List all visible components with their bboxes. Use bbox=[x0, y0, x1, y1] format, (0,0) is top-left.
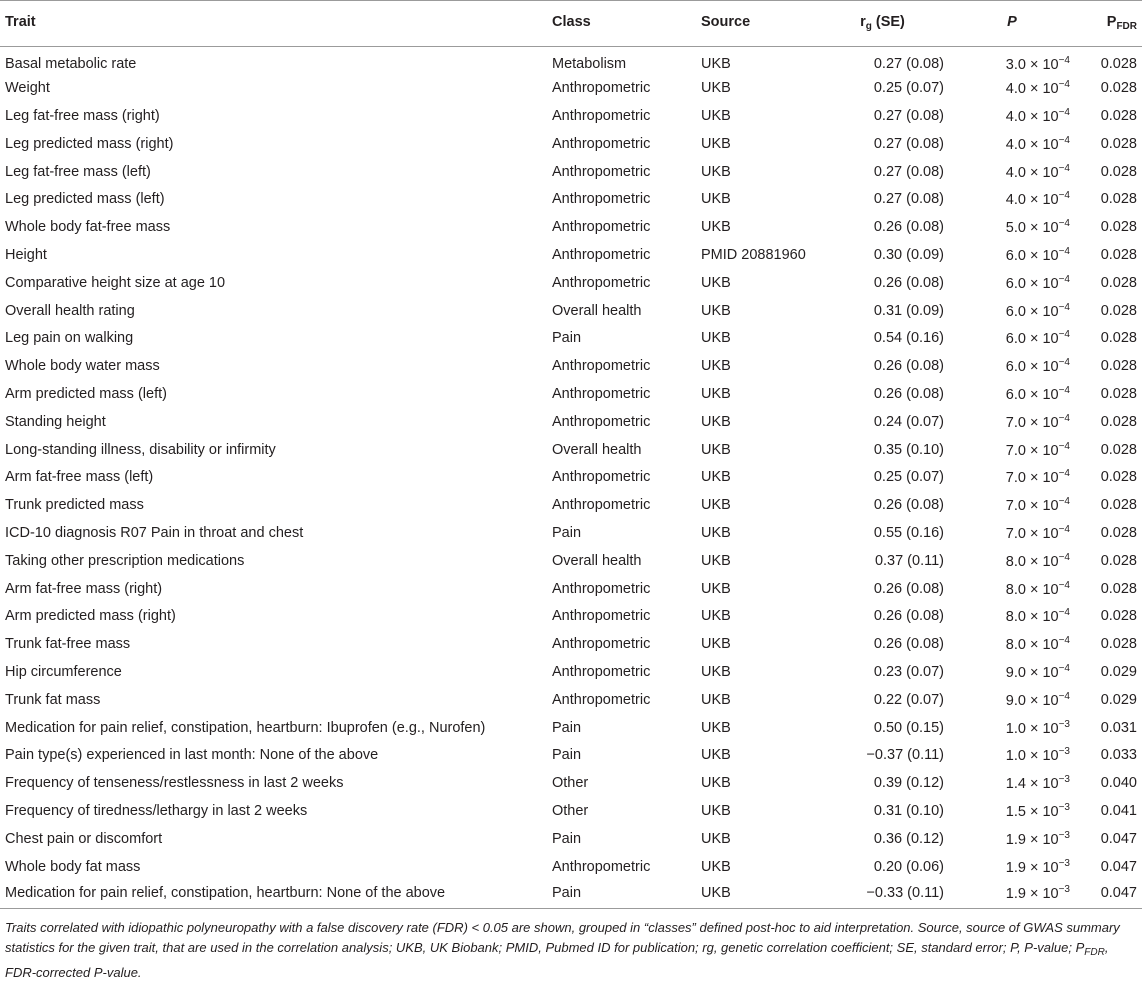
cell-pfdr: 0.033 bbox=[1100, 747, 1137, 764]
p-mantissa: 1.9 × 10 bbox=[1005, 885, 1059, 902]
cell-trait: Leg fat-free mass (left) bbox=[5, 163, 151, 180]
cell-rg: 0.31 (0.09) bbox=[873, 302, 944, 319]
header-row bbox=[0, 1, 1142, 47]
cell-pfdr: 0.028 bbox=[1100, 330, 1137, 347]
table-row bbox=[0, 880, 1142, 908]
cell-rg: 0.54 (0.16) bbox=[873, 330, 944, 347]
cell-trait: Frequency of tenseness/restlessness in last 2 weeks bbox=[5, 775, 344, 792]
table-row bbox=[0, 408, 1142, 436]
cell-trait: Trunk predicted mass bbox=[5, 497, 144, 514]
cell-p bbox=[949, 825, 1075, 853]
cell-rg: 0.37 (0.11) bbox=[874, 552, 944, 569]
cell-p bbox=[949, 47, 1075, 75]
cell-trait: Height bbox=[5, 246, 47, 263]
table-row bbox=[0, 658, 1142, 686]
cell-trait: Leg pain on walking bbox=[5, 330, 134, 347]
cell-rg: 0.30 (0.09) bbox=[873, 246, 944, 263]
cell-source: UKB bbox=[701, 163, 731, 180]
pfdr-subscript: FDR bbox=[1116, 21, 1137, 32]
cell-source: UKB bbox=[701, 497, 731, 514]
cell-pfdr: 0.028 bbox=[1100, 497, 1137, 514]
table-row bbox=[0, 324, 1142, 352]
p-mantissa: 3.0 × 10 bbox=[1005, 56, 1059, 73]
cell-rg: 0.27 (0.08) bbox=[873, 191, 944, 208]
p-exponent: −4 bbox=[1058, 607, 1070, 619]
cell-pfdr: 0.028 bbox=[1100, 80, 1137, 97]
p-exponent: −4 bbox=[1058, 273, 1070, 285]
cell-p bbox=[949, 463, 1075, 491]
cell-source: UKB bbox=[701, 385, 731, 402]
cell-trait: Arm predicted mass (left) bbox=[5, 385, 167, 402]
cell-source: UKB bbox=[701, 775, 731, 792]
table-caption bbox=[0, 909, 1143, 983]
p-mantissa: 4.0 × 10 bbox=[1005, 81, 1059, 98]
cell-rg: 0.20 (0.06) bbox=[873, 858, 944, 875]
cell-source: UKB bbox=[701, 830, 731, 847]
cell-class: Pain bbox=[552, 719, 582, 736]
cell-p bbox=[949, 74, 1075, 102]
cell-class: Anthropometric bbox=[552, 580, 651, 597]
cell-source: UKB bbox=[701, 524, 731, 541]
cell-p bbox=[949, 853, 1075, 881]
p-exponent: −4 bbox=[1058, 662, 1070, 674]
table-row bbox=[0, 686, 1142, 714]
cell-trait: Whole body fat mass bbox=[5, 858, 141, 875]
cell-class: Anthropometric bbox=[552, 107, 651, 124]
cell-source: UKB bbox=[701, 719, 731, 736]
cell-rg: 0.26 (0.08) bbox=[873, 358, 944, 375]
p-exponent: −4 bbox=[1058, 523, 1070, 535]
cell-source: UKB bbox=[701, 55, 731, 72]
cell-source: UKB bbox=[701, 358, 731, 375]
table-body bbox=[0, 47, 1142, 909]
cell-trait: Hip circumference bbox=[5, 663, 122, 680]
table-row bbox=[0, 380, 1142, 408]
cell-p bbox=[949, 269, 1075, 297]
p-mantissa: 4.0 × 10 bbox=[1005, 164, 1059, 181]
cell-rg: 0.35 (0.10) bbox=[873, 441, 944, 458]
p-exponent: −4 bbox=[1058, 162, 1070, 174]
cell-class: Anthropometric bbox=[552, 663, 651, 680]
cell-trait: Leg fat-free mass (right) bbox=[5, 107, 160, 124]
cell-pfdr: 0.028 bbox=[1100, 413, 1137, 430]
cell-pfdr: 0.028 bbox=[1100, 163, 1137, 180]
p-exponent: −4 bbox=[1058, 635, 1070, 647]
p-exponent: −4 bbox=[1058, 329, 1070, 341]
cell-source: UKB bbox=[696, 880, 816, 908]
cell-pfdr: 0.028 bbox=[1100, 358, 1137, 375]
cell-source: UKB bbox=[701, 80, 731, 97]
cell-pfdr: 0.028 bbox=[1100, 107, 1137, 124]
col-header-class: Class bbox=[547, 1, 696, 47]
cell-source: UKB bbox=[701, 191, 731, 208]
cell-class: Overall health bbox=[552, 302, 642, 319]
cell-rg: 0.55 (0.16) bbox=[873, 524, 944, 541]
cell-rg: 0.26 (0.08) bbox=[873, 497, 944, 514]
cell-pfdr: 0.028 bbox=[1100, 608, 1137, 625]
cell-trait: Arm fat-free mass (right) bbox=[5, 580, 163, 597]
cell-source: PMID 20881960 bbox=[701, 246, 806, 263]
cell-rg: 0.31 (0.10) bbox=[873, 802, 944, 819]
cell-rg: 0.25 (0.07) bbox=[873, 469, 944, 486]
cell-class: Overall health bbox=[552, 552, 642, 569]
p-mantissa: 6.0 × 10 bbox=[1005, 275, 1059, 292]
p-mantissa: 1.9 × 10 bbox=[1005, 831, 1059, 848]
cell-class: Anthropometric bbox=[552, 135, 651, 152]
col-header-pfdr bbox=[1075, 1, 1142, 47]
p-exponent: −4 bbox=[1058, 357, 1070, 369]
table-row bbox=[0, 297, 1142, 325]
p-exponent: −4 bbox=[1058, 412, 1070, 424]
cell-trait: Leg predicted mass (right) bbox=[5, 135, 174, 152]
cell-rg: 0.26 (0.08) bbox=[873, 580, 944, 597]
p-exponent: −3 bbox=[1058, 829, 1070, 841]
cell-rg: 0.26 (0.08) bbox=[873, 274, 944, 291]
p-exponent: −4 bbox=[1058, 106, 1070, 118]
cell-trait: Trunk fat mass bbox=[5, 691, 101, 708]
p-exponent: −4 bbox=[1058, 79, 1070, 91]
cell-pfdr: 0.028 bbox=[1100, 246, 1137, 263]
cell-pfdr: 0.028 bbox=[1100, 135, 1137, 152]
cell-p bbox=[949, 769, 1075, 797]
p-exponent: −4 bbox=[1058, 218, 1070, 230]
p-exponent: −4 bbox=[1058, 579, 1070, 591]
cell-trait: Medication for pain relief, constipation, heartburn: None of the above bbox=[0, 880, 547, 908]
table-row bbox=[0, 241, 1142, 269]
p-mantissa: 6.0 × 10 bbox=[1005, 247, 1059, 264]
table-row bbox=[0, 47, 1142, 75]
table-row bbox=[0, 269, 1142, 297]
rg-symbol: r bbox=[860, 14, 866, 30]
cell-class: Anthropometric bbox=[552, 469, 651, 486]
cell-p bbox=[949, 158, 1075, 186]
cell-p bbox=[949, 324, 1075, 352]
p-mantissa: 8.0 × 10 bbox=[1005, 637, 1059, 654]
cell-trait: Chest pain or discomfort bbox=[5, 830, 163, 847]
table-row bbox=[0, 853, 1142, 881]
cell-rg: 0.23 (0.07) bbox=[873, 663, 944, 680]
cell-source: UKB bbox=[701, 580, 731, 597]
cell-class: Anthropometric bbox=[552, 497, 651, 514]
cell-source: UKB bbox=[701, 802, 731, 819]
cell-source: UKB bbox=[701, 302, 731, 319]
cell-rg: 0.26 (0.08) bbox=[873, 636, 944, 653]
cell-pfdr: 0.028 bbox=[1100, 524, 1137, 541]
table-row bbox=[0, 741, 1142, 769]
p-mantissa: 7.0 × 10 bbox=[1005, 470, 1059, 487]
p-mantissa: 1.4 × 10 bbox=[1005, 776, 1059, 793]
p-exponent: −3 bbox=[1058, 774, 1070, 786]
p-mantissa: 7.0 × 10 bbox=[1005, 414, 1059, 431]
cell-source: UKB bbox=[701, 274, 731, 291]
caption-text: Traits correlated with idiopathic polyneuropathy with a false discovery rate (FDR) < 0.05 are shown, grouped in “classes” defined post-hoc to aid interpretation. Source, source of GWAS summary statistics for the given trait, that are used in the correlation analysis; UKB, UK Biobank; PMID, Pubmed ID for publication; rg, genetic correlation coefficient; SE, standard error; P, P-value; P bbox=[5, 919, 1120, 955]
p-exponent: −4 bbox=[1058, 54, 1070, 66]
cell-p bbox=[949, 436, 1075, 464]
cell-class: Anthropometric bbox=[552, 858, 651, 875]
cell-rg: 0.27 (0.08) bbox=[873, 55, 944, 72]
cell-class: Anthropometric bbox=[552, 691, 651, 708]
cell-pfdr: 0.047 bbox=[1100, 830, 1137, 847]
table-row bbox=[0, 797, 1142, 825]
cell-class: Anthropometric bbox=[552, 413, 651, 430]
p-mantissa: 4.0 × 10 bbox=[1005, 136, 1059, 153]
p-mantissa: 9.0 × 10 bbox=[1005, 692, 1059, 709]
p-exponent: −3 bbox=[1058, 801, 1070, 813]
table-row bbox=[0, 519, 1142, 547]
cell-trait: Comparative height size at age 10 bbox=[5, 274, 226, 291]
cell-pfdr: 0.040 bbox=[1100, 775, 1137, 792]
cell-class: Pain bbox=[552, 747, 582, 764]
cell-p bbox=[949, 547, 1075, 575]
cell-pfdr: 0.029 bbox=[1100, 691, 1137, 708]
p-mantissa: 7.0 × 10 bbox=[1005, 525, 1059, 542]
cell-class: Anthropometric bbox=[552, 80, 651, 97]
cell-source: UKB bbox=[701, 552, 731, 569]
p-exponent: −4 bbox=[1058, 440, 1070, 452]
cell-pfdr: 0.028 bbox=[1100, 580, 1137, 597]
p-mantissa: 6.0 × 10 bbox=[1005, 303, 1059, 320]
cell-pfdr: 0.029 bbox=[1100, 663, 1137, 680]
cell-class: Anthropometric bbox=[552, 385, 651, 402]
cell-class: Other bbox=[552, 802, 589, 819]
p-mantissa: 8.0 × 10 bbox=[1005, 581, 1059, 598]
cell-p bbox=[949, 213, 1075, 241]
col-header-p bbox=[949, 1, 1075, 47]
col-header-source: Source bbox=[696, 1, 816, 47]
p-mantissa: 7.0 × 10 bbox=[1005, 498, 1059, 515]
cell-pfdr: 0.041 bbox=[1100, 802, 1137, 819]
cell-p bbox=[949, 130, 1075, 158]
cell-class: Overall health bbox=[552, 441, 642, 458]
table-row bbox=[0, 630, 1142, 658]
cell-class: Other bbox=[552, 775, 589, 792]
p-mantissa: 6.0 × 10 bbox=[1005, 331, 1059, 348]
cell-p bbox=[949, 102, 1075, 130]
cell-p bbox=[949, 686, 1075, 714]
cell-class: Anthropometric bbox=[552, 163, 651, 180]
cell-trait: Trunk fat-free mass bbox=[5, 636, 131, 653]
cell-pfdr: 0.028 bbox=[1100, 302, 1137, 319]
cell-class: Anthropometric bbox=[552, 246, 651, 263]
p-exponent: −4 bbox=[1058, 496, 1070, 508]
cell-class: Pain bbox=[552, 830, 582, 847]
cell-p bbox=[949, 880, 1075, 908]
cell-trait: Basal metabolic rate bbox=[5, 55, 137, 72]
cell-pfdr: 0.028 bbox=[1100, 636, 1137, 653]
cell-source: UKB bbox=[701, 441, 731, 458]
table-row bbox=[0, 74, 1142, 102]
table-row bbox=[0, 575, 1142, 603]
cell-class: Pain bbox=[552, 524, 582, 541]
cell-pfdr: 0.028 bbox=[1100, 552, 1137, 569]
cell-rg: 0.22 (0.07) bbox=[873, 691, 944, 708]
cell-class: Pain bbox=[552, 330, 582, 347]
cell-class: Anthropometric bbox=[552, 636, 651, 653]
p-mantissa: 1.0 × 10 bbox=[1005, 720, 1059, 737]
cell-rg: 0.25 (0.07) bbox=[873, 80, 944, 97]
rg-subscript: g bbox=[865, 21, 872, 32]
p-exponent: −4 bbox=[1058, 190, 1070, 202]
cell-pfdr: 0.047 bbox=[1075, 880, 1142, 908]
cell-pfdr: 0.028 bbox=[1100, 274, 1137, 291]
cell-pfdr: 0.047 bbox=[1100, 858, 1137, 875]
p-mantissa: 6.0 × 10 bbox=[1005, 359, 1059, 376]
cell-p bbox=[949, 241, 1075, 269]
p-exponent: −4 bbox=[1058, 384, 1070, 396]
table-header bbox=[0, 1, 1142, 47]
p-exponent: −4 bbox=[1058, 301, 1070, 313]
p-exponent: −4 bbox=[1058, 468, 1070, 480]
cell-pfdr: 0.028 bbox=[1100, 219, 1137, 236]
cell-class: Anthropometric bbox=[552, 358, 651, 375]
p-exponent: −4 bbox=[1058, 551, 1070, 563]
table-row bbox=[0, 158, 1142, 186]
cell-rg: 0.27 (0.08) bbox=[873, 163, 944, 180]
cell-source: UKB bbox=[701, 330, 731, 347]
cell-rg: 0.26 (0.08) bbox=[873, 385, 944, 402]
cell-rg: 0.36 (0.12) bbox=[873, 830, 944, 847]
table-row bbox=[0, 436, 1142, 464]
caption-subscript: FDR bbox=[1084, 946, 1105, 958]
p-exponent: −3 bbox=[1058, 857, 1070, 869]
cell-p bbox=[949, 658, 1075, 686]
table-row bbox=[0, 769, 1142, 797]
cell-source: UKB bbox=[701, 219, 731, 236]
p-mantissa: 4.0 × 10 bbox=[1005, 108, 1059, 125]
p-mantissa: 7.0 × 10 bbox=[1005, 442, 1059, 459]
cell-source: UKB bbox=[701, 663, 731, 680]
p-exponent: −3 bbox=[1058, 718, 1070, 730]
cell-source: UKB bbox=[701, 691, 731, 708]
p-exponent: −4 bbox=[1058, 690, 1070, 702]
cell-pfdr: 0.028 bbox=[1100, 191, 1137, 208]
table-row bbox=[0, 185, 1142, 213]
col-header-trait: Trait bbox=[0, 1, 547, 47]
cell-class: Anthropometric bbox=[552, 219, 651, 236]
cell-p bbox=[949, 491, 1075, 519]
p-mantissa: 9.0 × 10 bbox=[1005, 664, 1059, 681]
table-row bbox=[0, 491, 1142, 519]
cell-p bbox=[949, 630, 1075, 658]
cell-source: UKB bbox=[701, 747, 731, 764]
caption-text-end: , FDR-corrected P-value. bbox=[5, 939, 1109, 980]
table-row bbox=[0, 352, 1142, 380]
cell-class: Pain bbox=[547, 880, 696, 908]
p-exponent: −3 bbox=[1058, 746, 1070, 758]
cell-p bbox=[949, 297, 1075, 325]
cell-p bbox=[949, 575, 1075, 603]
pfdr-symbol: P bbox=[1106, 14, 1117, 30]
cell-pfdr: 0.028 bbox=[1100, 441, 1137, 458]
cell-source: UKB bbox=[701, 107, 731, 124]
cell-trait: Leg predicted mass (left) bbox=[5, 191, 165, 208]
table-row bbox=[0, 602, 1142, 630]
cell-p bbox=[949, 797, 1075, 825]
cell-p bbox=[949, 380, 1075, 408]
p-symbol: P bbox=[1007, 14, 1017, 30]
cell-p bbox=[949, 408, 1075, 436]
table-row bbox=[0, 102, 1142, 130]
cell-trait: Weight bbox=[5, 80, 50, 97]
p-mantissa: 1.5 × 10 bbox=[1005, 803, 1059, 820]
cell-p bbox=[949, 352, 1075, 380]
cell-source: UKB bbox=[701, 469, 731, 486]
cell-source: UKB bbox=[701, 636, 731, 653]
cell-rg: −0.33 (0.11) bbox=[816, 880, 949, 908]
p-mantissa: 8.0 × 10 bbox=[1005, 609, 1059, 626]
p-exponent: −3 bbox=[1058, 883, 1070, 895]
cell-rg: 0.24 (0.07) bbox=[873, 413, 944, 430]
cell-pfdr: 0.028 bbox=[1100, 55, 1137, 72]
table-row bbox=[0, 547, 1142, 575]
cell-trait: Medication for pain relief, constipation, heartburn: Ibuprofen (e.g., Nurofen) bbox=[5, 719, 486, 736]
p-mantissa: 8.0 × 10 bbox=[1005, 553, 1059, 570]
cell-class: Metabolism bbox=[552, 55, 627, 72]
p-exponent: −4 bbox=[1058, 245, 1070, 257]
cell-p bbox=[949, 185, 1075, 213]
cell-trait: Arm predicted mass (right) bbox=[5, 608, 176, 625]
cell-trait: Frequency of tiredness/lethargy in last 2 weeks bbox=[5, 802, 308, 819]
cell-p bbox=[949, 602, 1075, 630]
col-header-rg bbox=[816, 1, 949, 47]
cell-class: Anthropometric bbox=[552, 191, 651, 208]
rg-se-label: (SE) bbox=[871, 14, 905, 30]
cell-rg: 0.27 (0.08) bbox=[873, 135, 944, 152]
cell-pfdr: 0.028 bbox=[1100, 385, 1137, 402]
cell-trait: Pain type(s) experienced in last month: None of the above bbox=[5, 747, 379, 764]
cell-source: UKB bbox=[701, 858, 731, 875]
cell-rg: −0.37 (0.11) bbox=[866, 747, 944, 764]
table-row bbox=[0, 463, 1142, 491]
p-mantissa: 1.9 × 10 bbox=[1005, 859, 1059, 876]
cell-rg: 0.27 (0.08) bbox=[873, 107, 944, 124]
cell-trait: ICD-10 diagnosis R07 Pain in throat and chest bbox=[5, 524, 304, 541]
cell-trait: Long-standing illness, disability or infirmity bbox=[5, 441, 276, 458]
table-row bbox=[0, 130, 1142, 158]
p-mantissa: 5.0 × 10 bbox=[1005, 220, 1059, 237]
cell-trait: Standing height bbox=[5, 413, 106, 430]
cell-trait: Whole body water mass bbox=[5, 358, 160, 375]
cell-p bbox=[949, 519, 1075, 547]
table-row bbox=[0, 714, 1142, 742]
cell-pfdr: 0.031 bbox=[1100, 719, 1137, 736]
cell-pfdr: 0.028 bbox=[1100, 469, 1137, 486]
cell-trait: Overall health rating bbox=[5, 302, 135, 319]
cell-source: UKB bbox=[701, 135, 731, 152]
table-row bbox=[0, 825, 1142, 853]
cell-rg: 0.26 (0.08) bbox=[873, 219, 944, 236]
cell-rg: 0.39 (0.12) bbox=[873, 775, 944, 792]
cell-rg: 0.26 (0.08) bbox=[873, 608, 944, 625]
p-mantissa: 6.0 × 10 bbox=[1005, 386, 1059, 403]
cell-source: UKB bbox=[701, 413, 731, 430]
p-exponent: −4 bbox=[1058, 134, 1070, 146]
cell-source: UKB bbox=[701, 608, 731, 625]
p-mantissa: 4.0 × 10 bbox=[1005, 192, 1059, 209]
cell-trait: Arm fat-free mass (left) bbox=[5, 469, 154, 486]
cell-p bbox=[949, 714, 1075, 742]
cell-class: Anthropometric bbox=[552, 274, 651, 291]
cell-class: Anthropometric bbox=[552, 608, 651, 625]
cell-trait: Taking other prescription medications bbox=[5, 552, 245, 569]
p-mantissa: 1.0 × 10 bbox=[1005, 748, 1059, 765]
cell-rg: 0.50 (0.15) bbox=[873, 719, 944, 736]
cell-trait: Whole body fat-free mass bbox=[5, 219, 171, 236]
cell-p bbox=[949, 741, 1075, 769]
table-row bbox=[0, 213, 1142, 241]
